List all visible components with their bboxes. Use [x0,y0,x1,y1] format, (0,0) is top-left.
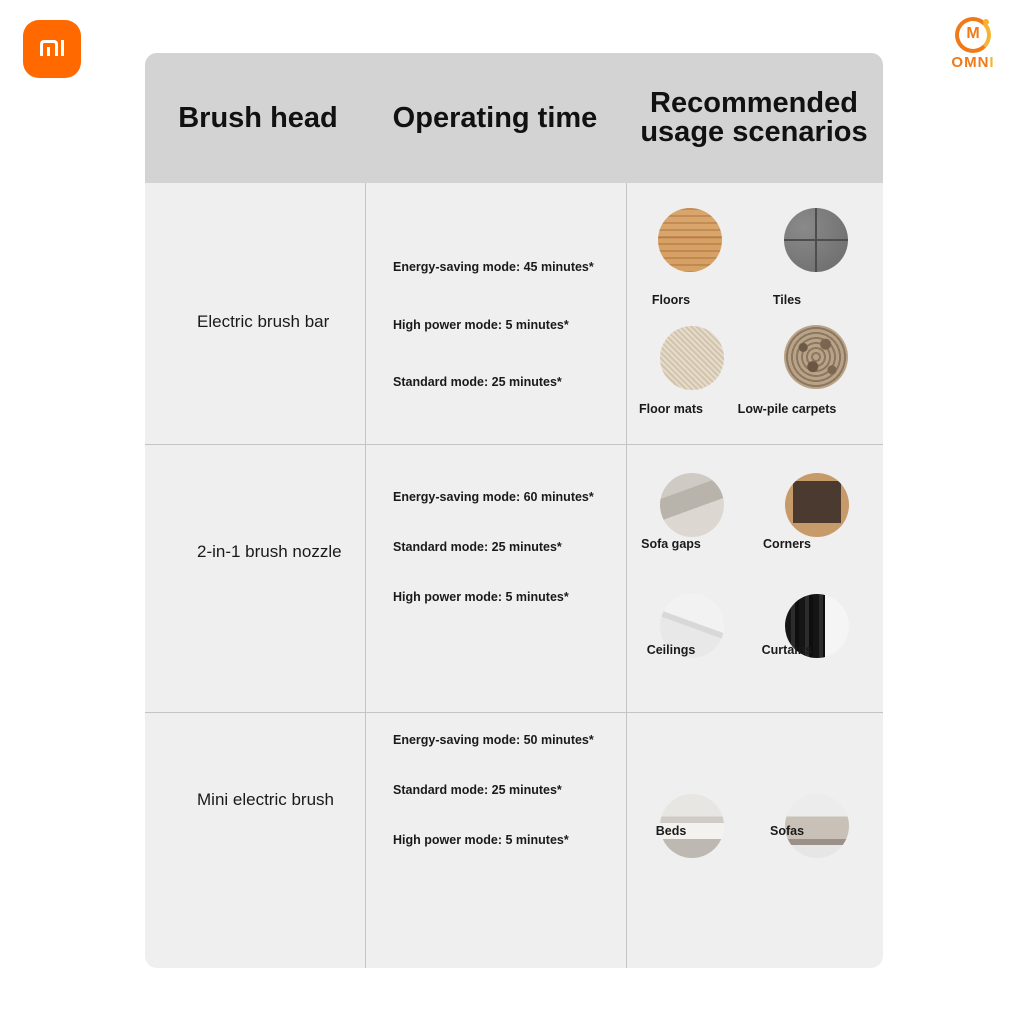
header-operating-time: Operating time [392,101,598,134]
mi-logo [23,20,81,78]
column-divider [365,183,366,968]
header-usage-line1: Recommended [650,87,858,119]
header-usage-line2: usage scenarios [640,116,868,148]
row-divider [145,444,883,445]
scenario-label: Ceilings [646,643,696,657]
tiles-image [784,208,848,272]
scenario-label: Sofa gaps [641,537,701,551]
mode-time: High power mode: 5 minutes* [393,833,569,847]
row-divider [145,712,883,713]
brush-head-table [145,53,883,968]
mode-time: Standard mode: 25 minutes* [393,540,562,554]
mode-time: Energy-saving mode: 50 minutes* [393,733,594,747]
omni-logo-text: OMNI [951,54,995,71]
mi-logo-mark [40,38,64,56]
mode-time: High power mode: 5 minutes* [393,318,569,332]
scenario-label: Corners [763,537,811,551]
table-header [145,53,883,183]
scenario-label: Tiles [772,293,802,307]
mode-time: Energy-saving mode: 45 minutes* [393,260,594,274]
omni-logo [943,17,1003,79]
scenario-label: Low-pile carpets [737,402,837,416]
header-usage-scenarios [625,53,883,183]
scenario-label: Floor mats [639,402,703,416]
mode-time: Standard mode: 25 minutes* [393,783,562,797]
mode-time: Energy-saving mode: 60 minutes* [393,490,594,504]
column-divider [626,183,627,968]
brush-head-name: 2-in-1 brush nozzle [197,542,342,561]
brush-head-name: Mini electric brush [197,790,334,809]
mode-time: High power mode: 5 minutes* [393,590,569,604]
low-pile-carpets-image [784,325,848,389]
header-brush-head: Brush head [178,101,338,134]
scenario-label: Sofas [769,824,805,838]
brush-head-name: Electric brush bar [197,312,330,331]
scenario-label: Curtains [761,643,813,657]
sofa-gaps-image [660,473,724,537]
floors-image [658,208,722,272]
mode-time: Standard mode: 25 minutes* [393,375,562,389]
scenario-label: Floors [651,293,691,307]
corners-image [785,473,849,537]
scenario-label: Beds [655,824,687,838]
floor-mats-image [660,326,724,390]
